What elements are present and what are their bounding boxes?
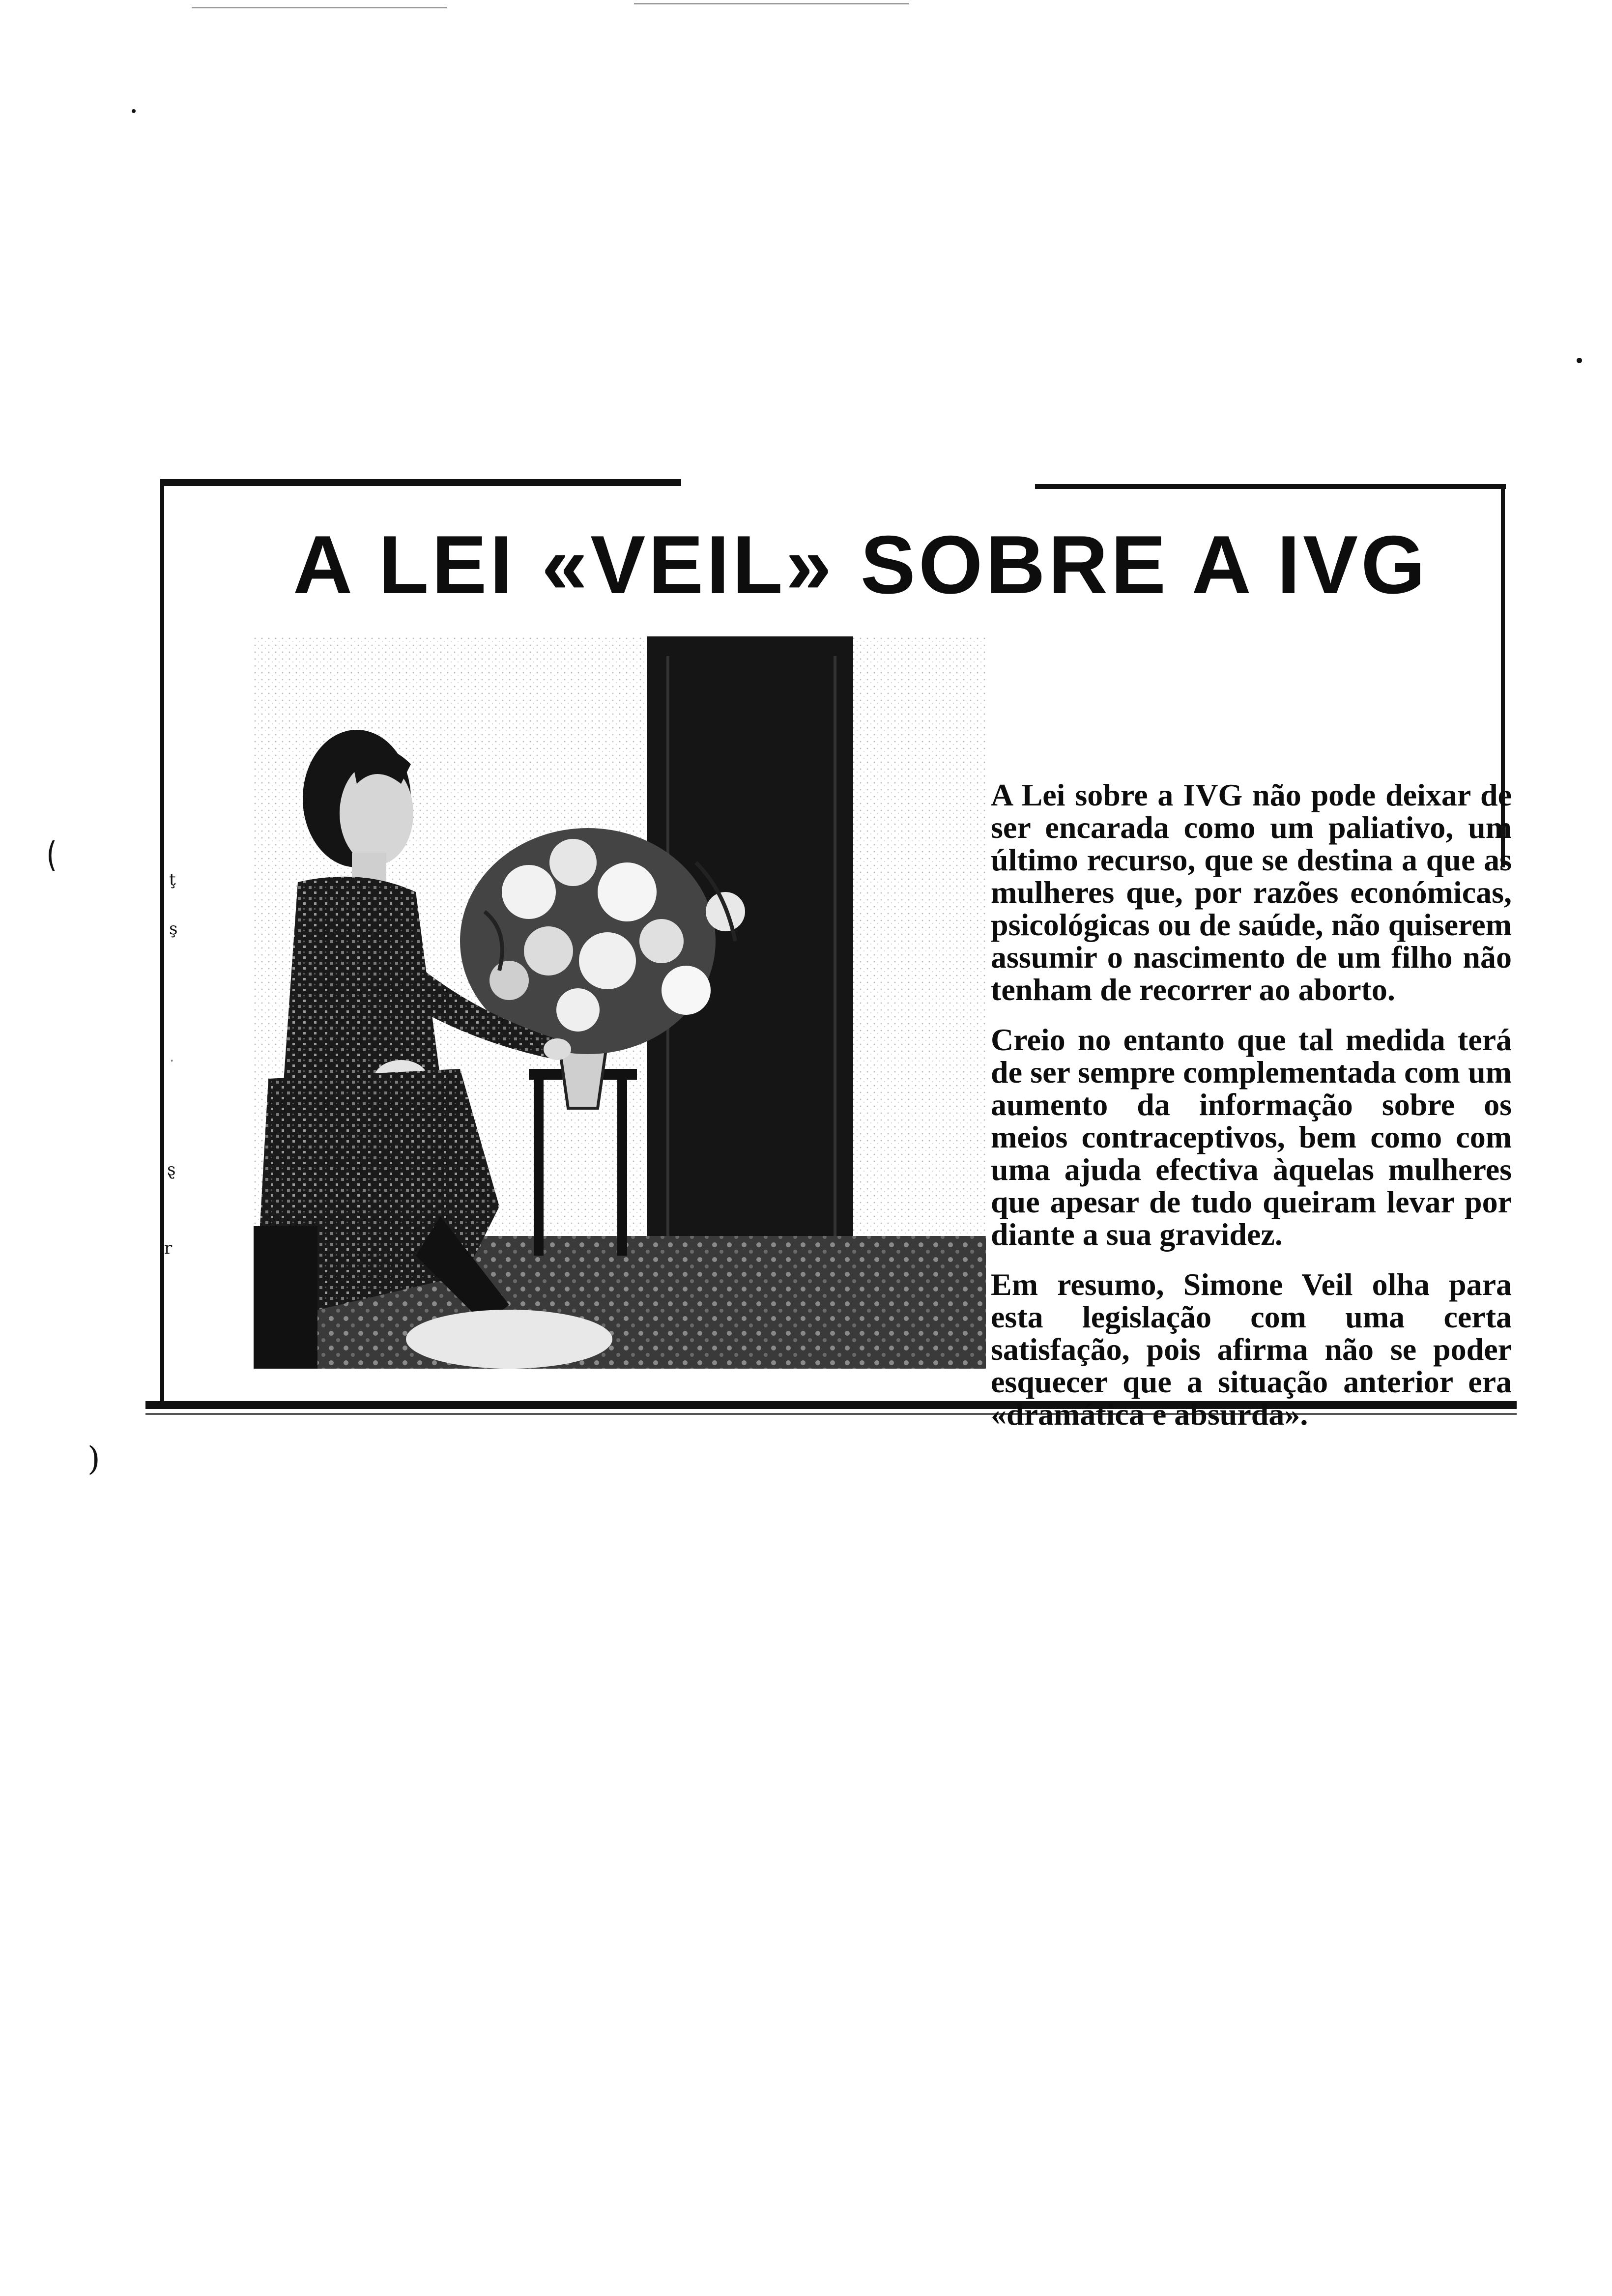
speck — [1577, 358, 1582, 363]
top-rule-left — [160, 479, 681, 486]
margin-mark: ) — [87, 1440, 100, 1478]
top-rule-right — [1035, 484, 1506, 489]
article-body — [991, 779, 1512, 1448]
speck — [132, 109, 136, 113]
scan-line-right — [634, 3, 909, 4]
article-clipping — [145, 479, 1517, 1432]
paragraph-1: A Lei sobre a IVG não pode deixar de ser encarada como um paliativo, um último recurso, que se destina a que as mulheres que, por razões económicas, psicológicas ou de saúde, não quiserem assumir o nascimento de um filho não tenham de recorrer ao aborto. — [991, 777, 1512, 1007]
headline: A LEI «VEIL» SOBRE A IVG — [293, 518, 1428, 611]
scan-line-left — [192, 7, 447, 8]
margin-mark: ‿ — [49, 841, 89, 870]
photo-woman-with-flowers — [254, 636, 986, 1369]
paragraph-3: Em resumo, Simone Veil olha para esta legislação com uma certa satisfação, pois afirma não se poder esquecer que a situação anterior era «dramática e absurda». — [991, 1267, 1512, 1432]
margin-mark: ȿ — [167, 1160, 176, 1179]
margin-mark: ţ — [169, 870, 176, 890]
margin-mark: ş — [169, 919, 178, 939]
margin-mark: r — [164, 1238, 173, 1258]
paragraph-2: Creio no entanto que tal medida terá de ser sempre complementada com um aumento da informação sobre os meios contraceptivos, bem como com uma ajuda efectiva àquelas mulheres que apesar de tudo queiram levar por diante a sua gravidez. — [991, 1022, 1512, 1252]
left-border — [160, 479, 164, 1408]
margin-mark: ˑ — [169, 1052, 175, 1071]
photo-illustration — [254, 636, 986, 1369]
